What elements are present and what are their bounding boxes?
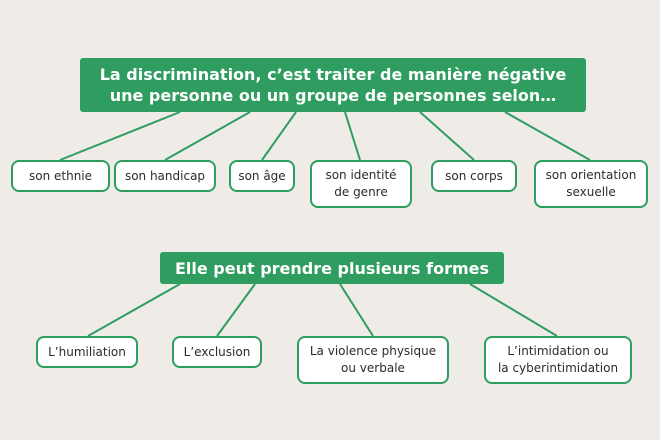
criterion-handicap (114, 160, 216, 192)
form-exclusion-label: L’exclusion (183, 344, 251, 359)
criterion-age-label: son âge (238, 168, 286, 183)
discrimination-definition-text: La discrimination, c’est traiter de manière négative une personne ou un groupe de personnes selon… (99, 65, 567, 105)
connector-identite (345, 112, 360, 160)
connector-ethnie (60, 112, 180, 160)
criterion-corps-label: son corps (445, 168, 503, 183)
connector-handicap (165, 112, 250, 160)
criterion-orientation-sexuelle (534, 160, 648, 208)
connector-exclusion (217, 284, 255, 336)
criterion-orientation-sexuelle-label: son orientation sexuelle (545, 168, 637, 199)
criterion-ethnie (11, 160, 110, 192)
form-exclusion (172, 336, 262, 368)
form-intimidation (484, 336, 632, 384)
connector-humiliation (88, 284, 180, 336)
criterion-age (229, 160, 295, 192)
form-violence (297, 336, 449, 384)
connector-corps (420, 112, 474, 160)
form-humiliation (36, 336, 138, 368)
form-humiliation-label: L’humiliation (48, 344, 126, 359)
connector-orientation (505, 112, 590, 160)
criterion-corps (431, 160, 517, 192)
criterion-identite-genre (310, 160, 412, 208)
criterion-ethnie-label: son ethnie (28, 168, 93, 183)
criterion-identite-genre-label: son identité de genre (325, 168, 397, 199)
connector-intimidation (470, 284, 557, 336)
connector-violence (340, 284, 373, 336)
discrimination-definition-header (80, 58, 586, 112)
criterion-handicap-label: son handicap (124, 168, 206, 183)
form-intimidation-label: L’intimidation ou la cyberintimidation (497, 344, 619, 375)
forms-header-text: Elle peut prendre plusieurs formes (174, 258, 490, 278)
connector-age (262, 112, 296, 160)
forms-header (160, 252, 504, 284)
form-violence-label: La violence physique ou verbale (309, 344, 437, 375)
